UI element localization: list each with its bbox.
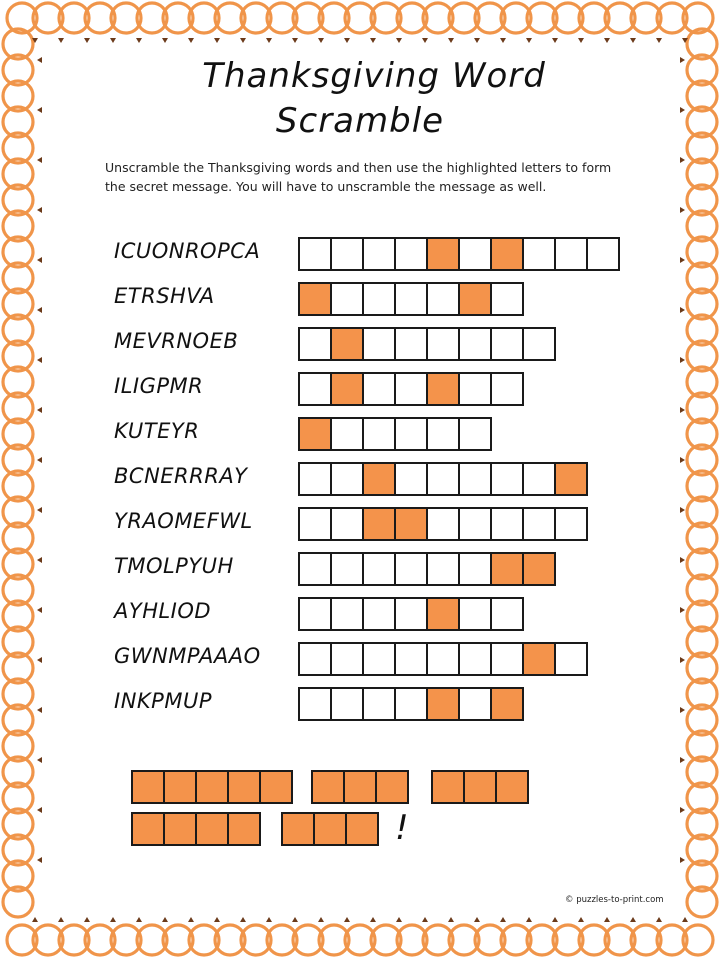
arrow-decoration	[162, 917, 168, 922]
highlighted-letter-box[interactable]	[490, 237, 524, 271]
arrow-decoration	[344, 917, 350, 922]
letter-box[interactable]	[458, 327, 492, 361]
arrow-decoration	[37, 757, 42, 763]
letter-box[interactable]	[522, 462, 556, 496]
highlighted-letter-box[interactable]	[490, 687, 524, 721]
arrow-decoration	[578, 38, 584, 43]
page-title-line1: Thanksgiving Word	[202, 56, 546, 96]
letter-box[interactable]	[426, 327, 460, 361]
message-letter-box[interactable]	[131, 770, 165, 804]
letter-box[interactable]	[362, 687, 396, 721]
letter-box[interactable]	[394, 327, 428, 361]
message-letter-box[interactable]	[313, 812, 347, 846]
letter-box[interactable]	[458, 507, 492, 541]
letter-box[interactable]	[458, 417, 492, 451]
letter-box[interactable]	[394, 282, 428, 316]
highlighted-letter-box[interactable]	[426, 372, 460, 406]
message-letter-box[interactable]	[495, 770, 529, 804]
letter-box[interactable]	[298, 552, 332, 586]
message-letter-box[interactable]	[345, 812, 379, 846]
letter-box[interactable]	[330, 237, 364, 271]
highlighted-letter-box[interactable]	[330, 372, 364, 406]
arrow-decoration	[188, 38, 194, 43]
answer-box-row	[298, 372, 524, 404]
instructions-text: Unscramble the Thanksgiving words and then use the highlighted letters to form the secret message. You will have to unscramble the message as well.	[105, 160, 612, 194]
arrow-decoration	[37, 507, 42, 513]
message-letter-box[interactable]	[227, 770, 261, 804]
letter-box[interactable]	[298, 237, 332, 271]
arrow-decoration	[448, 38, 454, 43]
scrambled-word: AYHLIOD	[114, 599, 212, 623]
highlighted-letter-box[interactable]	[554, 462, 588, 496]
arrow-decoration	[136, 917, 142, 922]
letter-box[interactable]	[362, 372, 396, 406]
page-title-line2: Scramble	[275, 101, 445, 141]
letter-box[interactable]	[330, 642, 364, 676]
arrow-decoration	[680, 407, 685, 413]
letter-box[interactable]	[298, 372, 332, 406]
highlighted-letter-box[interactable]	[490, 552, 524, 586]
arrow-decoration	[266, 917, 272, 922]
arrow-decoration	[680, 557, 685, 563]
letter-box[interactable]	[426, 282, 460, 316]
letter-box[interactable]	[394, 597, 428, 631]
arrow-decoration	[37, 357, 42, 363]
letter-box[interactable]	[490, 597, 524, 631]
letter-box[interactable]	[362, 237, 396, 271]
letter-box[interactable]	[426, 642, 460, 676]
letter-box[interactable]	[458, 687, 492, 721]
letter-box[interactable]	[298, 597, 332, 631]
letter-box[interactable]	[490, 282, 524, 316]
letter-box[interactable]	[330, 507, 364, 541]
highlighted-letter-box[interactable]	[298, 417, 332, 451]
arrow-decoration	[682, 917, 688, 922]
letter-box[interactable]	[522, 327, 556, 361]
letter-box[interactable]	[554, 642, 588, 676]
letter-box[interactable]	[298, 462, 332, 496]
arrow-decoration	[37, 707, 42, 713]
arrow-decoration	[292, 917, 298, 922]
arrow-decoration	[396, 917, 402, 922]
arrow-decoration	[110, 917, 116, 922]
arrow-decoration	[526, 917, 532, 922]
letter-box[interactable]	[426, 552, 460, 586]
letter-box[interactable]	[490, 642, 524, 676]
letter-box[interactable]	[362, 327, 396, 361]
message-letter-box[interactable]	[431, 770, 465, 804]
answer-box-row	[298, 552, 556, 584]
arrow-decoration	[680, 607, 685, 613]
arrow-decoration	[656, 917, 662, 922]
arrow-decoration	[396, 38, 402, 43]
highlighted-letter-box[interactable]	[362, 462, 396, 496]
arrow-decoration	[680, 457, 685, 463]
letter-box[interactable]	[330, 552, 364, 586]
letter-box[interactable]	[394, 372, 428, 406]
message-word-group	[311, 770, 409, 802]
arrow-decoration	[578, 917, 584, 922]
arrow-decoration	[37, 157, 42, 163]
message-letter-box[interactable]	[195, 812, 229, 846]
arrow-decoration	[500, 917, 506, 922]
scrambled-word: ETRSHVA	[114, 284, 215, 308]
letter-box[interactable]	[330, 417, 364, 451]
arrow-decoration	[37, 857, 42, 863]
letter-box[interactable]	[330, 462, 364, 496]
letter-box[interactable]	[362, 282, 396, 316]
scrambled-word: ICUONROPCA	[114, 239, 261, 263]
arrow-decoration	[552, 917, 558, 922]
message-word-group	[131, 770, 293, 802]
answer-box-row	[298, 327, 556, 359]
arrow-decoration	[240, 917, 246, 922]
arrow-decoration	[552, 38, 558, 43]
arrow-decoration	[474, 917, 480, 922]
scrambled-word: INKPMUP	[114, 689, 212, 713]
highlighted-letter-box[interactable]	[362, 507, 396, 541]
message-letter-box[interactable]	[311, 770, 345, 804]
letter-box[interactable]	[394, 462, 428, 496]
arrow-decoration	[526, 38, 532, 43]
answer-box-row	[298, 597, 524, 629]
scrambled-word: MEVRNOEB	[114, 329, 239, 353]
message-letter-box[interactable]	[195, 770, 229, 804]
highlighted-letter-box[interactable]	[426, 687, 460, 721]
answer-box-row	[298, 282, 524, 314]
message-letter-box[interactable]	[463, 770, 497, 804]
letter-box[interactable]	[394, 237, 428, 271]
message-letter-box[interactable]	[281, 812, 315, 846]
arrow-decoration	[422, 38, 428, 43]
answer-box-row	[298, 462, 588, 494]
letter-box[interactable]	[522, 507, 556, 541]
highlighted-letter-box[interactable]	[458, 282, 492, 316]
scrambled-word: ILIGPMR	[114, 374, 204, 398]
message-letter-box[interactable]	[227, 812, 261, 846]
letter-box[interactable]	[458, 372, 492, 406]
arrow-decoration	[58, 917, 64, 922]
scrambled-word: KUTEYR	[114, 419, 200, 443]
arrow-decoration	[680, 707, 685, 713]
letter-box[interactable]	[490, 462, 524, 496]
letter-box[interactable]	[458, 462, 492, 496]
scrambled-word: TMOLPYUH	[114, 554, 234, 578]
arrow-decoration	[136, 38, 142, 43]
arrow-decoration	[630, 917, 636, 922]
message-word-group	[281, 812, 379, 844]
answer-box-row	[298, 687, 524, 719]
arrow-decoration	[214, 917, 220, 922]
highlighted-letter-box[interactable]	[426, 237, 460, 271]
scrambled-word: GWNMPAAAO	[114, 644, 261, 668]
letter-box[interactable]	[298, 327, 332, 361]
letter-box[interactable]	[394, 687, 428, 721]
answer-box-row	[298, 642, 588, 674]
arrow-decoration	[37, 557, 42, 563]
letter-box[interactable]	[330, 282, 364, 316]
letter-box[interactable]	[298, 507, 332, 541]
arrow-decoration	[680, 757, 685, 763]
answer-box-row	[298, 237, 620, 269]
arrow-decoration	[214, 38, 220, 43]
letter-box[interactable]	[490, 507, 524, 541]
letter-box[interactable]	[330, 597, 364, 631]
letter-box[interactable]	[554, 237, 588, 271]
letter-box[interactable]	[394, 552, 428, 586]
answer-box-row	[298, 417, 492, 449]
letter-box[interactable]	[458, 237, 492, 271]
letter-box[interactable]	[362, 597, 396, 631]
highlighted-letter-box[interactable]	[394, 507, 428, 541]
arrow-decoration	[422, 917, 428, 922]
letter-box[interactable]	[586, 237, 620, 271]
arrow-decoration	[604, 38, 610, 43]
message-word-group	[131, 812, 261, 844]
arrow-decoration	[318, 917, 324, 922]
arrow-decoration	[37, 657, 42, 663]
arrow-decoration	[500, 38, 506, 43]
arrow-decoration	[370, 917, 376, 922]
highlighted-letter-box[interactable]	[330, 327, 364, 361]
arrow-decoration	[110, 38, 116, 43]
arrow-decoration	[37, 307, 42, 313]
arrow-decoration	[656, 38, 662, 43]
highlighted-letter-box[interactable]	[426, 597, 460, 631]
arrow-decoration	[37, 257, 42, 263]
arrow-decoration	[680, 807, 685, 813]
arrow-decoration	[292, 38, 298, 43]
arrow-decoration	[680, 357, 685, 363]
letter-box[interactable]	[362, 417, 396, 451]
arrow-decoration	[188, 917, 194, 922]
arrow-decoration	[318, 38, 324, 43]
letter-box[interactable]	[426, 417, 460, 451]
arrow-decoration	[37, 407, 42, 413]
letter-box[interactable]	[522, 237, 556, 271]
letter-box[interactable]	[298, 687, 332, 721]
letter-box[interactable]	[362, 552, 396, 586]
message-letter-box[interactable]	[375, 770, 409, 804]
letter-box[interactable]	[490, 372, 524, 406]
letter-box[interactable]	[330, 687, 364, 721]
message-letter-box[interactable]	[163, 770, 197, 804]
letter-box[interactable]	[554, 507, 588, 541]
message-exclamation: !	[395, 808, 409, 848]
letter-box[interactable]	[362, 642, 396, 676]
letter-box[interactable]	[394, 642, 428, 676]
letter-box[interactable]	[426, 507, 460, 541]
highlighted-letter-box[interactable]	[298, 282, 332, 316]
letter-box[interactable]	[298, 642, 332, 676]
message-letter-box[interactable]	[343, 770, 377, 804]
arrow-decoration	[474, 38, 480, 43]
arrow-decoration	[680, 157, 685, 163]
arrow-decoration	[266, 38, 272, 43]
highlighted-letter-box[interactable]	[522, 552, 556, 586]
arrow-decoration	[680, 207, 685, 213]
letter-box[interactable]	[426, 462, 460, 496]
arrow-decoration	[344, 38, 350, 43]
letter-box[interactable]	[458, 642, 492, 676]
scrambled-word: BCNERRRAY	[114, 464, 248, 488]
arrow-decoration	[680, 657, 685, 663]
arrow-decoration	[240, 38, 246, 43]
highlighted-letter-box[interactable]	[522, 642, 556, 676]
arrow-decoration	[680, 257, 685, 263]
arrow-decoration	[32, 917, 38, 922]
answer-box-row	[298, 507, 588, 539]
arrow-decoration	[680, 307, 685, 313]
arrow-decoration	[604, 917, 610, 922]
arrow-decoration	[162, 38, 168, 43]
arrow-decoration	[630, 38, 636, 43]
arrow-decoration	[84, 917, 90, 922]
arrow-decoration	[680, 857, 685, 863]
arrow-decoration	[680, 507, 685, 513]
copyright-credit: © puzzles-to-print.com	[565, 895, 664, 905]
message-letter-box[interactable]	[131, 812, 165, 846]
arrow-decoration	[37, 607, 42, 613]
letter-box[interactable]	[490, 327, 524, 361]
arrow-decoration	[58, 38, 64, 43]
message-word-group	[431, 770, 529, 802]
arrow-decoration	[84, 38, 90, 43]
message-letter-box[interactable]	[259, 770, 293, 804]
arrow-decoration	[370, 38, 376, 43]
letter-box[interactable]	[458, 552, 492, 586]
message-letter-box[interactable]	[163, 812, 197, 846]
letter-box[interactable]	[458, 597, 492, 631]
letter-box[interactable]	[394, 417, 428, 451]
arrow-decoration	[448, 917, 454, 922]
scrambled-word: YRAOMEFWL	[114, 509, 253, 533]
arrow-decoration	[37, 807, 42, 813]
arrow-decoration	[37, 457, 42, 463]
arrow-decoration	[37, 207, 42, 213]
